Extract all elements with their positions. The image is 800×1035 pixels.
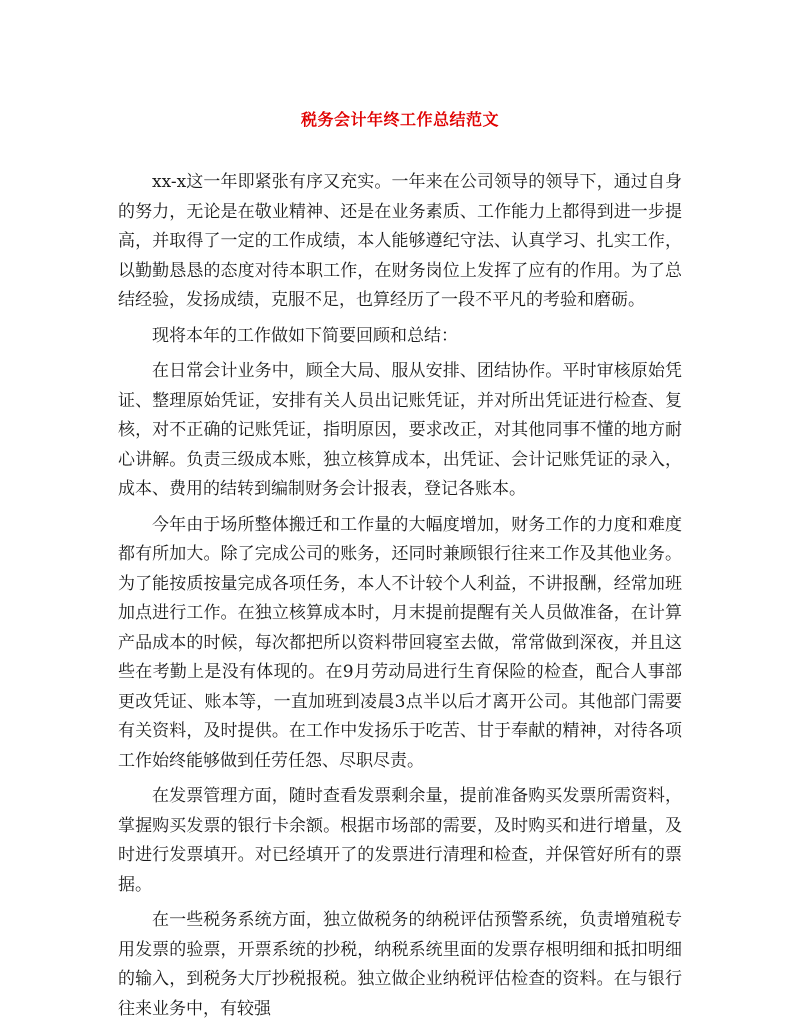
paragraph-workload: 今年由于场所整体搬迁和工作量的大幅度增加，财务工作的力度和难度都有所加大。除了完成公司的账务，还同时兼顾银行往来工作及其他业务。为了能按质按量完成各项任务，本人不计较个人利益，不讲报酬，经常加班加点进行工作。在独立核算成本时，月末提前提醒有关人员做准备，在计算产品成本的时候，每次都把所以资料带回寝室去做，常常做到深夜，并且这些在考勤上是没有体现的。在9月劳动局进行生育保险的检查，配合人事部更改凭证、账本等，一直加班到凌晨3点半以后才离开公司。其他部门需要有关资料，及时提供。在工作中发扬乐于吃苦、甘于奉献的精神，对待各项工作始终能够做到任劳任怨、尽职尽责。 [118, 514, 682, 771]
paragraph-summary-lead: 现将本年的工作做如下简要回顾和总结： [152, 325, 458, 346]
paragraph-intro: xx-x这一年即紧张有序又充实。一年来在公司领导的领导下，通过自身的努力，无论是在敬业精神、还是在业务素质、工作能力上都得到进一步提高，并取得了一定的工作成绩，本人能够遵纪守法、认真学习、扎实工作，以勤勤恳恳的态度对待本职工作，在财务岗位上发挥了应有的作用。为了总结经验，发扬成绩，克服不足，也算经历了一段不平凡的考验和磨砺。 [118, 172, 682, 310]
paragraph-daily-accounting: 在日常会计业务中，顾全大局、服从安排、团结协作。平时审核原始凭证、整理原始凭证，安排有关人员出记账凭证，并对所出凭证进行检查、复核，对不正确的记账凭证，指明原因，要求改正，对其他同事不懂的地方耐心讲解。负责三级成本账，独立核算成本，出凭证、会计记账凭证的录入，成本、费用的结转到编制财务会计报表，登记各账本。 [118, 361, 682, 499]
document-title: 税务会计年终工作总结范文 [300, 110, 499, 129]
paragraph-tax-system: 在一些税务系统方面，独立做税务的纳税评估预警系统，负责增殖税专用发票的验票，开票系统的抄税，纳税系统里面的发票存根明细和抵扣明细的输入，到税务大厅抄税报税。独立做企业纳税评估检查的资料。在与银行往来业务中，有较强 [118, 910, 682, 1019]
document-body [118, 168, 682, 1024]
paragraph-invoice-management: 在发票管理方面，随时查看发票剩余量，提前准备购买发票所需资料，掌握购买发票的银行卡余额。根据市场部的需要，及时购买和进行增量，及时进行发票填开。对已经填开了的发票进行清理和检查，并保管好所有的票据。 [118, 786, 682, 895]
